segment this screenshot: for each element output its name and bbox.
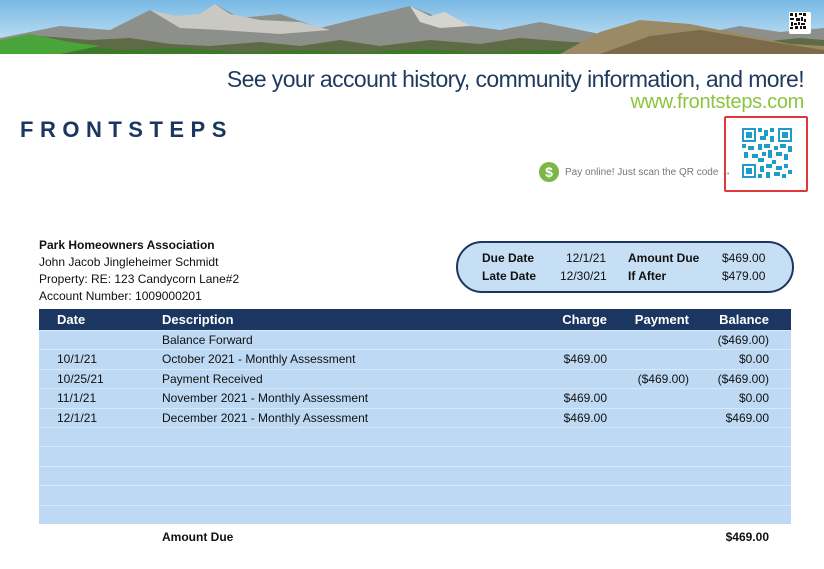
- mountain-landscape-image: [0, 0, 824, 54]
- table-row: [39, 330, 791, 349]
- account-number: Account Number: 1009000201: [39, 289, 202, 303]
- row-charge: $469.00: [563, 352, 607, 367]
- row-payment: ($469.00): [637, 371, 689, 386]
- barcode-icon: [789, 12, 811, 34]
- late-date-label: Late Date: [482, 269, 537, 283]
- amount-due-label: Amount Due: [628, 251, 700, 265]
- row-description: Payment Received: [162, 371, 263, 386]
- row-balance: ($469.00): [717, 333, 769, 347]
- row-description: December 2021 - Monthly Assessment: [162, 410, 369, 425]
- total-label: Amount Due: [162, 530, 234, 544]
- row-description: November 2021 - Monthly Assessment: [162, 391, 369, 406]
- row-date: 12/1/21: [57, 410, 98, 425]
- table-row: [39, 369, 791, 388]
- row-balance: $0.00: [738, 352, 769, 367]
- row-balance: $0.00: [738, 391, 769, 406]
- table-row: [39, 388, 791, 407]
- table-row: [39, 349, 791, 368]
- qr-code-icon[interactable]: [742, 128, 792, 178]
- column-header-description: Description: [162, 312, 234, 327]
- row-charge: $469.00: [563, 410, 607, 425]
- empty-table-row: [39, 446, 791, 465]
- if-after-value: $479.00: [722, 269, 766, 283]
- association-name: Park Homeowners Association: [39, 238, 215, 252]
- empty-table-row: [39, 427, 791, 446]
- column-header-charge: Charge: [562, 312, 607, 327]
- property-address: Property: RE: 123 Candycorn Lane#2: [39, 272, 240, 286]
- promo-headline: See your account history, community information, and more!: [226, 66, 804, 92]
- late-date-value: 12/30/21: [560, 269, 607, 283]
- amount-due-total-row: [39, 528, 791, 546]
- row-date: 11/1/21: [57, 391, 97, 406]
- row-balance: $469.00: [725, 410, 769, 425]
- empty-table-row: [39, 485, 791, 504]
- empty-table-row: [39, 505, 791, 524]
- due-date-value: 12/1/21: [566, 251, 607, 265]
- empty-table-row: [39, 466, 791, 485]
- row-description: October 2021 - Monthly Assessment: [162, 352, 356, 367]
- dollar-icon: $: [539, 162, 559, 182]
- pay-online-text: Pay online! Just scan the QR code →: [565, 166, 732, 178]
- pay-online-note: [539, 161, 731, 183]
- amount-due-value: $469.00: [722, 251, 766, 265]
- total-value: $469.00: [725, 530, 769, 544]
- row-date: 10/25/21: [57, 371, 104, 386]
- ledger-table: [39, 309, 791, 524]
- due-date-label: Due Date: [482, 251, 535, 265]
- account-address-block: [39, 237, 239, 305]
- table-row: [39, 408, 791, 427]
- if-after-label: If After: [628, 269, 667, 283]
- column-header-balance: Balance: [719, 312, 769, 327]
- row-description: Balance Forward: [162, 333, 253, 347]
- column-header-payment: Payment: [634, 312, 689, 327]
- row-charge: $469.00: [563, 391, 607, 406]
- owner-name: John Jacob Jingleheimer Schmidt: [39, 255, 219, 269]
- row-balance: ($469.00): [717, 371, 769, 386]
- column-header-date: Date: [57, 312, 86, 327]
- frontsteps-logo: FRONTSTEPS: [20, 117, 233, 142]
- ledger-header-row: [39, 309, 791, 330]
- mountain-banner: [0, 0, 824, 54]
- website-link[interactable]: www.frontsteps.com: [630, 91, 804, 113]
- row-date: 10/1/21: [57, 352, 98, 367]
- qr-code-highlight[interactable]: [724, 116, 808, 192]
- due-summary-box: [456, 241, 794, 293]
